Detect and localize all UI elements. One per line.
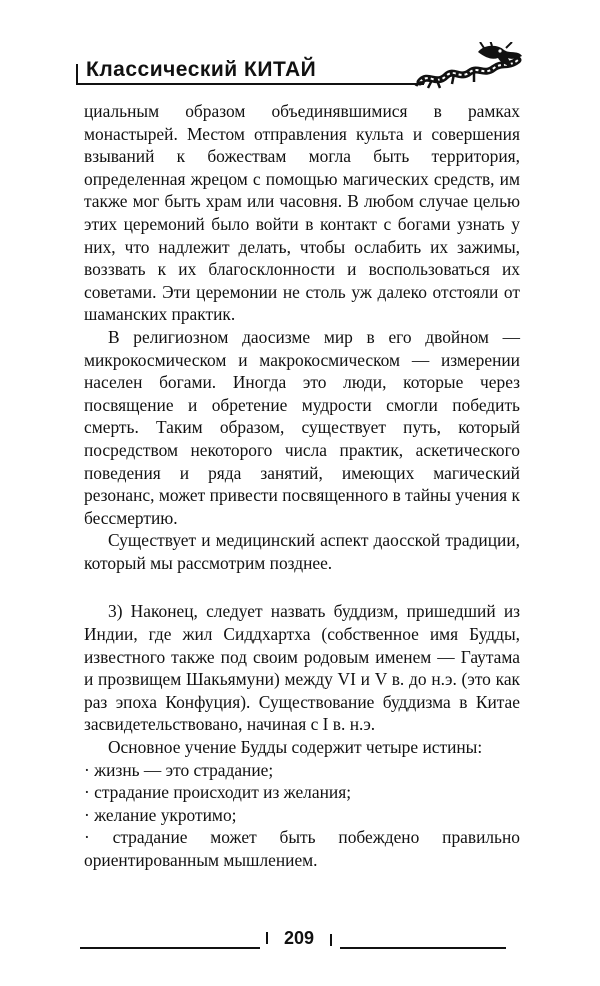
dragon-icon bbox=[414, 42, 524, 90]
list-item: · желание укротимо; bbox=[84, 804, 237, 825]
section-gap bbox=[84, 574, 520, 600]
page-number: 209 bbox=[283, 928, 315, 948]
footer-rule bbox=[80, 947, 260, 949]
page-footer bbox=[76, 928, 524, 958]
page-body bbox=[84, 100, 520, 872]
running-header bbox=[76, 42, 524, 92]
header-rule bbox=[76, 83, 424, 85]
footer-bracket-right bbox=[330, 934, 332, 946]
list-item: · жизнь — это страдание; bbox=[84, 759, 274, 780]
footer-bracket-left bbox=[266, 932, 268, 944]
paragraph: Существует и медицинский аспект даосской традиции, который мы рассмотрим позднее. bbox=[84, 530, 520, 573]
header-rule-left bbox=[76, 64, 78, 84]
list-item: · страдание происходит из желания; bbox=[84, 782, 352, 803]
list-item: · страдание может быть побеждено правильно ориентированным мышлением. bbox=[84, 827, 520, 870]
paragraph: Основное учение Будды содержит четыре истины: bbox=[108, 737, 483, 758]
paragraph: 3) Наконец, следует назвать буддизм, пришедший из Индии, где жил Сиддхартха (собственное имя Будды, известного также под своим родовым именем — Гаутама и прозвищем Шакьямуни) между VI и V в. до н.э. (это как раз эпоха Конфуция). Существование буддизма в Китае засвидетельствовано, начиная с I в. н.э. bbox=[84, 601, 520, 735]
footer-rule bbox=[340, 947, 506, 949]
paragraph: циальным образом объединявшимися в рамках монастырей. Местом отправления культа и совершения взываний к божествам могла быть территория, определенная жрецом с помощью магических средств, им также мог быть храм или часовня. В любом случае целью этих церемоний было войти в контакт с богами узнать у них, что надлежит делать, чтобы ослабить их зажимы, воззвать к их благосклонности и воспользоваться их советами. Эти церемонии не столь уж далеко отстояли от шаманских практик. bbox=[84, 101, 520, 325]
paragraph: В религиозном даосизме мир в его двойном — микрокосмическом и макрокосмическом — измерении населен богами. Иногда это люди, которые через посвящение и обретение мудрости смогли победить смерть. Таким образом, существует путь, который посредством некоторого числа практик, аскетического поведения и ряда занятий, имеющих магический резонанс, может привести посвященного в тайны учения к бессмертию. bbox=[84, 326, 520, 528]
header-title: Классический КИТАЙ bbox=[86, 58, 317, 81]
